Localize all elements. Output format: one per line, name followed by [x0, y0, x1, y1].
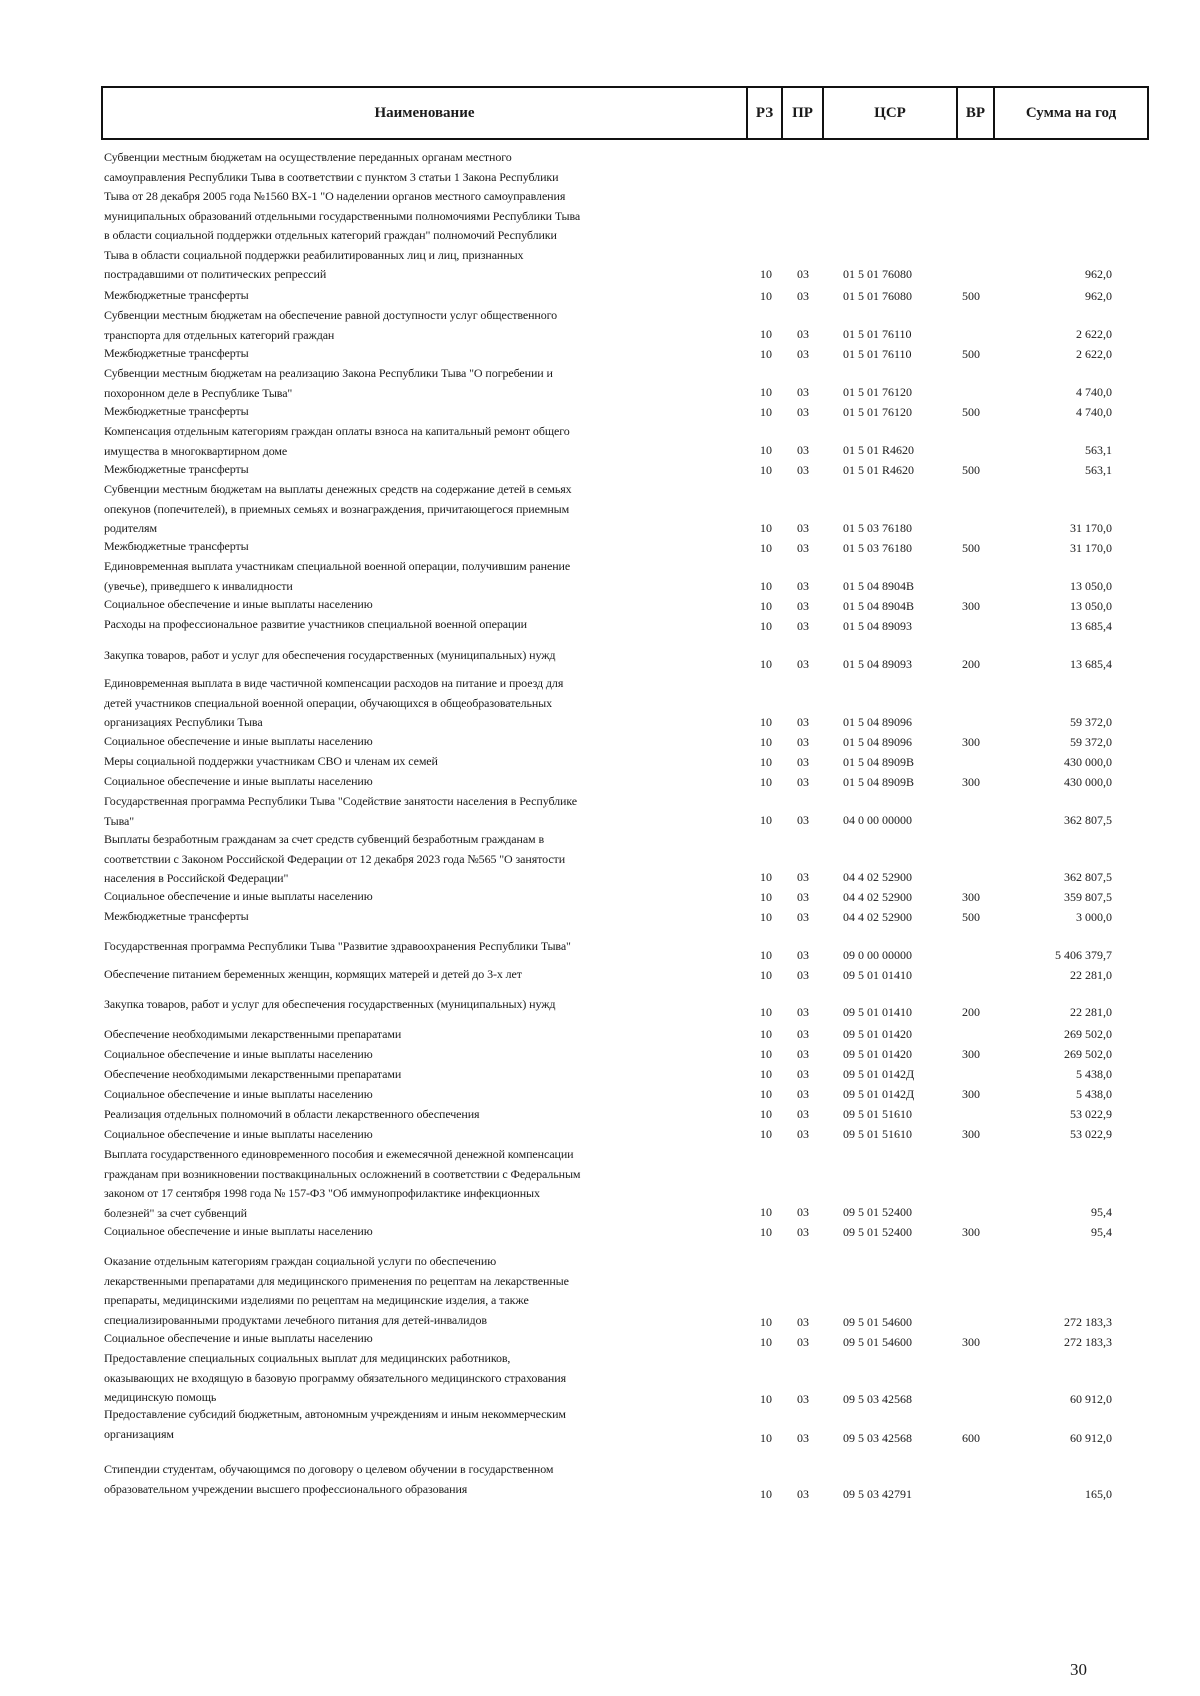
cell-pr: 03: [797, 289, 809, 303]
header-vr: ВР: [958, 88, 995, 138]
row-name: [104, 1085, 749, 1105]
row-name-line: Межбюджетные трансферты: [104, 539, 249, 553]
cell-pr: 03: [797, 1315, 809, 1329]
cell-pr: 03: [797, 579, 809, 593]
row-name: [104, 646, 749, 666]
cell-csr: 09 5 01 54600: [843, 1315, 912, 1329]
row-name-line: Выплаты безработным гражданам за счет средств субвенций безработным гражданам в: [104, 832, 545, 846]
cell-pr: 03: [797, 521, 809, 535]
cell-sum: 563,1: [1085, 463, 1112, 477]
row-name: [104, 402, 749, 422]
cell-vr: 500: [962, 405, 980, 419]
row-name-line: Реализация отдельных полномочий в области лекарственного обеспечения: [104, 1107, 480, 1121]
row-name: [104, 422, 749, 461]
cell-sum: 4 740,0: [1076, 385, 1112, 399]
cell-rz: 10: [760, 599, 772, 613]
row-name-line: специализированными продуктами лечебного питания для детей-инвалидов: [104, 1312, 487, 1327]
cell-pr: 03: [797, 1225, 809, 1239]
cell-vr: 500: [962, 541, 980, 555]
cell-sum: 31 170,0: [1070, 541, 1112, 555]
row-name-line: самоуправления Республики Тыва в соответствии с пунктом 3 статьи 1 Закона Республики: [104, 169, 559, 184]
row-name-line: Социальное обеспечение и иные выплаты населению: [104, 1047, 373, 1061]
cell-csr: 04 4 02 52900: [843, 870, 912, 884]
row-name: [104, 937, 749, 957]
row-name-line: Единовременная выплата участникам специальной военной операции, получившим ранение: [104, 559, 571, 573]
row-name: [104, 732, 749, 752]
cell-csr: 09 5 03 42568: [843, 1392, 912, 1406]
cell-sum: 430 000,0: [1064, 775, 1112, 789]
row-name-line: Межбюджетные трансферты: [104, 462, 249, 476]
cell-vr: 200: [962, 657, 980, 671]
cell-csr: 01 5 04 8904В: [843, 599, 915, 613]
cell-csr: 09 5 01 52400: [843, 1225, 912, 1239]
row-name: [104, 364, 749, 403]
cell-csr: 01 5 04 89096: [843, 735, 912, 749]
row-name: [104, 1329, 749, 1349]
cell-csr: 01 5 01 76120: [843, 385, 912, 399]
cell-sum: 5 438,0: [1076, 1067, 1112, 1081]
cell-sum: 13 050,0: [1070, 599, 1112, 613]
cell-pr: 03: [797, 948, 809, 962]
row-name-line: Стипендии студентам, обучающимся по договору о целевом обучении в государственном: [104, 1462, 554, 1476]
cell-pr: 03: [797, 541, 809, 555]
cell-csr: 01 5 03 76180: [843, 521, 912, 535]
row-name: [104, 306, 749, 345]
cell-sum: 269 502,0: [1064, 1027, 1112, 1041]
cell-rz: 10: [760, 890, 772, 904]
cell-sum: 359 807,5: [1064, 890, 1112, 904]
cell-csr: 01 5 04 89096: [843, 715, 912, 729]
cell-sum: 269 502,0: [1064, 1047, 1112, 1061]
row-name-line: Межбюджетные трансферты: [104, 346, 249, 360]
cell-rz: 10: [760, 910, 772, 924]
cell-vr: 600: [962, 1431, 980, 1445]
cell-rz: 10: [760, 267, 772, 281]
row-name-line: опекунов (попечителей), в приемных семьях и вознаграждения, причитающегося приемным: [104, 501, 570, 516]
cell-csr: 01 5 04 8909В: [843, 755, 915, 769]
header-sum: Сумма на год: [1025, 104, 1117, 121]
cell-sum: 22 281,0: [1070, 968, 1112, 982]
row-name-line: (увечье), приведшего к инвалидности: [104, 578, 293, 593]
row-name-line: Обеспечение необходимыми лекарственными препаратами: [104, 1067, 402, 1081]
cell-pr: 03: [797, 599, 809, 613]
cell-rz: 10: [760, 870, 772, 884]
row-name: [104, 752, 749, 772]
cell-rz: 10: [760, 1205, 772, 1219]
cell-csr: 01 5 01 76110: [843, 327, 912, 341]
cell-pr: 03: [797, 347, 809, 361]
cell-csr: 04 4 02 52900: [843, 910, 912, 924]
row-name-line: Предоставление специальных социальных выплат для медицинских работников,: [104, 1351, 511, 1365]
row-name: [104, 1105, 749, 1125]
row-name-line: Единовременная выплата в виде частичной компенсации расходов на питание и проезд для: [104, 676, 564, 690]
cell-csr: 09 5 01 0142Д: [843, 1067, 915, 1081]
row-name-line: Компенсация отдельным категориям граждан оплаты взноса на капитальный ремонт общего: [104, 424, 570, 438]
cell-csr: 01 5 04 89093: [843, 619, 912, 633]
cell-csr: 09 5 01 01410: [843, 1005, 912, 1019]
row-name: [104, 772, 749, 792]
row-name: [104, 830, 749, 889]
row-name: [104, 1125, 749, 1145]
cell-sum: 95,4: [1091, 1205, 1112, 1219]
cell-sum: 2 622,0: [1076, 327, 1112, 341]
row-name: [104, 995, 749, 1015]
row-name-line: Социальное обеспечение и иные выплаты населению: [104, 1087, 373, 1101]
cell-csr: 09 5 03 42791: [843, 1487, 912, 1501]
cell-csr: 01 5 01 R4620: [843, 443, 915, 457]
row-name: [104, 1252, 749, 1330]
page-number: 30: [1070, 1660, 1087, 1679]
row-name-line: Государственная программа Республики Тыва "Содействие занятости населения в Республике: [104, 794, 578, 808]
cell-rz: 10: [760, 1225, 772, 1239]
row-name: [104, 480, 749, 539]
cell-csr: 01 5 01 76080: [843, 289, 912, 303]
cell-sum: 5 406 379,7: [1055, 948, 1112, 962]
cell-vr: 200: [962, 1005, 980, 1019]
cell-pr: 03: [797, 715, 809, 729]
row-name-line: родителям: [104, 521, 157, 535]
cell-rz: 10: [760, 657, 772, 671]
cell-pr: 03: [797, 968, 809, 982]
cell-rz: 10: [760, 1005, 772, 1019]
cell-pr: 03: [797, 1127, 809, 1141]
cell-rz: 10: [760, 463, 772, 477]
row-name-line: Предоставление субсидий бюджетным, автономным учреждениям и иным некоммерческим: [104, 1407, 566, 1421]
cell-csr: 01 5 01 76120: [843, 405, 912, 419]
cell-rz: 10: [760, 775, 772, 789]
row-name-line: Социальное обеспечение и иные выплаты населению: [104, 774, 373, 788]
row-name: [104, 1460, 749, 1499]
cell-sum: 272 183,3: [1064, 1335, 1112, 1349]
cell-pr: 03: [797, 1431, 809, 1445]
row-name: [104, 1349, 749, 1408]
cell-vr: 300: [962, 1335, 980, 1349]
row-name: [104, 615, 749, 635]
row-name-line: в области социальной поддержки отдельных категорий граждан" полномочий Республики: [104, 228, 557, 242]
cell-csr: 04 0 00 00000: [843, 813, 912, 827]
cell-vr: 300: [962, 1127, 980, 1141]
cell-sum: 59 372,0: [1070, 715, 1112, 729]
cell-rz: 10: [760, 289, 772, 303]
cell-sum: 95,4: [1091, 1225, 1112, 1239]
row-name-line: Социальное обеспечение и иные выплаты населению: [104, 1224, 373, 1238]
row-name: [104, 1405, 749, 1444]
row-name-line: детей участников специальной военной операции, обучающихся в общеобразовательных: [104, 695, 553, 710]
cell-rz: 10: [760, 755, 772, 769]
row-name-line: Тыва от 28 декабря 2005 года №1560 ВХ-1 "О наделении органов местного самоуправления: [104, 189, 566, 203]
cell-rz: 10: [760, 579, 772, 593]
cell-sum: 362 807,5: [1064, 813, 1112, 827]
cell-rz: 10: [760, 1127, 772, 1141]
header-pr: ПР: [783, 88, 824, 138]
cell-csr: 09 5 01 51610: [843, 1107, 912, 1121]
row-name: [104, 344, 749, 364]
row-name-line: имущества в многоквартирном доме: [104, 443, 288, 458]
row-name-line: организациях Республики Тыва: [104, 715, 263, 729]
cell-csr: 09 5 01 52400: [843, 1205, 912, 1219]
cell-pr: 03: [797, 327, 809, 341]
row-name-line: Закупка товаров, работ и услуг для обеспечения государственных (муниципальных) нужд: [104, 997, 556, 1011]
row-name-line: Выплата государственного единовременного пособия и ежемесячной денежной компенсации: [104, 1147, 574, 1161]
cell-vr: 300: [962, 890, 980, 904]
cell-sum: 430 000,0: [1064, 755, 1112, 769]
row-name: [104, 1145, 749, 1223]
cell-sum: 3 000,0: [1076, 910, 1112, 924]
cell-pr: 03: [797, 813, 809, 827]
row-name-line: Социальное обеспечение и иные выплаты населению: [104, 734, 373, 748]
row-name-line: Субвенции местным бюджетам на обеспечение равной доступности услуг общественного: [104, 308, 558, 322]
cell-vr: 300: [962, 735, 980, 749]
row-name-line: Тыва": [104, 813, 135, 828]
row-name-line: Межбюджетные трансферты: [104, 404, 249, 418]
cell-pr: 03: [797, 870, 809, 884]
row-name: [104, 460, 749, 480]
cell-pr: 03: [797, 755, 809, 769]
row-name-line: Межбюджетные трансферты: [104, 288, 249, 302]
row-name: [104, 1045, 749, 1065]
cell-pr: 03: [797, 1005, 809, 1019]
cell-rz: 10: [760, 1087, 772, 1101]
cell-pr: 03: [797, 1392, 809, 1406]
cell-sum: 31 170,0: [1070, 521, 1112, 535]
row-name-line: медицинскую помощь: [104, 1390, 217, 1404]
cell-sum: 53 022,9: [1070, 1107, 1112, 1121]
cell-vr: 500: [962, 289, 980, 303]
cell-rz: 10: [760, 405, 772, 419]
cell-rz: 10: [760, 1047, 772, 1061]
cell-pr: 03: [797, 1047, 809, 1061]
cell-sum: 60 912,0: [1070, 1431, 1112, 1445]
cell-rz: 10: [760, 948, 772, 962]
cell-rz: 10: [760, 813, 772, 827]
cell-sum: 53 022,9: [1070, 1127, 1112, 1141]
row-name: [104, 557, 749, 596]
cell-pr: 03: [797, 443, 809, 457]
row-name: [104, 1065, 749, 1085]
row-name: [104, 595, 749, 615]
cell-csr: 09 5 01 51610: [843, 1127, 912, 1141]
row-name-line: образовательном учреждении высшего профессионального образования: [104, 1481, 468, 1496]
row-name: [104, 674, 749, 733]
row-name-line: Обеспечение питанием беременных женщин, кормящих матерей и детей до 3-х лет: [104, 967, 522, 981]
cell-csr: 01 5 04 8909В: [843, 775, 915, 789]
row-name-line: Субвенции местным бюджетам на осуществление переданных органам местного: [104, 150, 512, 164]
cell-vr: 300: [962, 1225, 980, 1239]
cell-csr: 09 5 01 54600: [843, 1335, 912, 1349]
row-name: [104, 286, 749, 306]
cell-rz: 10: [760, 1067, 772, 1081]
row-name-line: гражданам при возникновении поствакцинальных осложнений в соответствии с Федеральным: [104, 1166, 581, 1181]
cell-pr: 03: [797, 1087, 809, 1101]
cell-csr: 09 5 01 01410: [843, 968, 912, 982]
cell-rz: 10: [760, 327, 772, 341]
cell-sum: 59 372,0: [1070, 735, 1112, 749]
cell-pr: 03: [797, 1027, 809, 1041]
row-name-line: соответствии с Законом Российской Федерации от 12 декабря 2023 года №565 "О занятости: [104, 851, 566, 866]
cell-pr: 03: [797, 657, 809, 671]
cell-pr: 03: [797, 385, 809, 399]
row-name-line: Оказание отдельным категориям граждан социальной услуги по обеспечению: [104, 1254, 497, 1268]
cell-vr: 300: [962, 599, 980, 613]
cell-csr: 01 5 01 76080: [843, 267, 912, 281]
row-name-line: похоронном деле в Республике Тыва": [104, 385, 293, 400]
cell-rz: 10: [760, 541, 772, 555]
row-name: [104, 907, 749, 927]
cell-pr: 03: [797, 1335, 809, 1349]
row-name-line: Социальное обеспечение и иные выплаты населению: [104, 1127, 373, 1141]
cell-sum: 272 183,3: [1064, 1315, 1112, 1329]
cell-sum: 962,0: [1085, 267, 1112, 281]
row-name-line: Меры социальной поддержки участникам СВО и членам их семей: [104, 754, 438, 768]
row-name-line: муниципальных образований отдельными государственными полномочиями Республики Тыва: [104, 208, 581, 223]
cell-rz: 10: [760, 1027, 772, 1041]
cell-vr: 300: [962, 1047, 980, 1061]
cell-csr: 09 5 01 01420: [843, 1027, 912, 1041]
row-name: [104, 965, 749, 985]
row-name: [104, 148, 749, 285]
cell-csr: 09 0 00 00000: [843, 948, 912, 962]
cell-sum: 5 438,0: [1076, 1087, 1112, 1101]
row-name-line: Социальное обеспечение и иные выплаты населению: [104, 1331, 373, 1345]
cell-sum: 13 685,4: [1070, 657, 1112, 671]
cell-pr: 03: [797, 619, 809, 633]
cell-pr: 03: [797, 1205, 809, 1219]
cell-pr: 03: [797, 735, 809, 749]
row-name-line: Социальное обеспечение и иные выплаты населению: [104, 889, 373, 903]
cell-rz: 10: [760, 619, 772, 633]
cell-vr: 500: [962, 347, 980, 361]
row-name-line: Закупка товаров, работ и услуг для обеспечения государственных (муниципальных) нужд: [104, 648, 556, 662]
cell-rz: 10: [760, 1335, 772, 1349]
cell-rz: 10: [760, 735, 772, 749]
row-name-line: транспорта для отдельных категорий граждан: [104, 327, 335, 342]
cell-sum: 60 912,0: [1070, 1392, 1112, 1406]
row-name-line: Государственная программа Республики Тыва "Развитие здравоохранения Республики Тыва": [104, 939, 571, 953]
cell-pr: 03: [797, 1067, 809, 1081]
cell-csr: 09 5 03 42568: [843, 1431, 912, 1445]
cell-rz: 10: [760, 968, 772, 982]
row-name-line: Субвенции местным бюджетам на выплаты денежных средств на содержание детей в семьях: [104, 482, 572, 496]
row-name: [104, 1222, 749, 1242]
cell-pr: 03: [797, 405, 809, 419]
cell-rz: 10: [760, 347, 772, 361]
cell-pr: 03: [797, 267, 809, 281]
header-rz: РЗ: [748, 88, 783, 138]
cell-pr: 03: [797, 463, 809, 477]
cell-csr: 01 5 01 76110: [843, 347, 912, 361]
cell-rz: 10: [760, 1487, 772, 1501]
header-csr: ЦСР: [824, 88, 958, 138]
cell-csr: 09 5 01 01420: [843, 1047, 912, 1061]
row-name-line: болезней" за счет субвенций: [104, 1205, 247, 1220]
cell-sum: 2 622,0: [1076, 347, 1112, 361]
row-name: [104, 887, 749, 907]
row-name-line: населения в Российской Федерации": [104, 871, 289, 885]
cell-vr: 500: [962, 463, 980, 477]
cell-csr: 01 5 04 89093: [843, 657, 912, 671]
cell-sum: 4 740,0: [1076, 405, 1112, 419]
row-name: [104, 537, 749, 557]
row-name-line: Социальное обеспечение и иные выплаты населению: [104, 597, 373, 611]
cell-pr: 03: [797, 890, 809, 904]
cell-rz: 10: [760, 1431, 772, 1445]
cell-sum: 962,0: [1085, 289, 1112, 303]
row-name: [104, 792, 749, 831]
header-name: Наименование: [103, 88, 748, 138]
cell-vr: 500: [962, 910, 980, 924]
row-name-line: препараты, медицинскими изделиями по рецептам на медицинские изделия, а также: [104, 1293, 529, 1307]
row-name-line: Межбюджетные трансферты: [104, 909, 249, 923]
cell-sum: 165,0: [1085, 1487, 1112, 1501]
cell-pr: 03: [797, 1107, 809, 1121]
cell-sum: 563,1: [1085, 443, 1112, 457]
cell-sum: 13 050,0: [1070, 579, 1112, 593]
cell-vr: 300: [962, 775, 980, 789]
cell-sum: 362 807,5: [1064, 870, 1112, 884]
cell-csr: 09 5 01 0142Д: [843, 1087, 915, 1101]
cell-csr: 01 5 01 R4620: [843, 463, 915, 477]
cell-rz: 10: [760, 1107, 772, 1121]
row-name-line: Субвенции местным бюджетам на реализацию Закона Республики Тыва "О погребении и: [104, 366, 553, 380]
cell-rz: 10: [760, 1392, 772, 1406]
cell-pr: 03: [797, 775, 809, 789]
row-name-line: организациям: [104, 1426, 174, 1441]
row-name-line: лекарственными препаратами для медицинского применения по рецептам на лекарственные: [104, 1273, 569, 1288]
row-name-line: оказывающих не входящую в базовую программу обязательного медицинского страхования: [104, 1370, 566, 1385]
cell-vr: 300: [962, 1087, 980, 1101]
cell-rz: 10: [760, 715, 772, 729]
cell-sum: 22 281,0: [1070, 1005, 1112, 1019]
cell-csr: 01 5 03 76180: [843, 541, 912, 555]
cell-rz: 10: [760, 385, 772, 399]
row-name-line: пострадавшими от политических репрессий: [104, 267, 327, 281]
cell-csr: 01 5 04 8904В: [843, 579, 915, 593]
cell-pr: 03: [797, 1487, 809, 1501]
cell-sum: 13 685,4: [1070, 619, 1112, 633]
row-name: [104, 1025, 749, 1045]
row-name-line: Расходы на профессиональное развитие участников специальной военной операции: [104, 617, 527, 631]
row-name-line: законом от 17 сентября 1998 года № 157-ФЗ "Об иммунопрофилактике инфекционных: [104, 1186, 540, 1200]
row-name-line: Обеспечение необходимыми лекарственными препаратами: [104, 1027, 402, 1041]
cell-pr: 03: [797, 910, 809, 924]
cell-rz: 10: [760, 521, 772, 535]
cell-csr: 04 4 02 52900: [843, 890, 912, 904]
cell-rz: 10: [760, 443, 772, 457]
cell-rz: 10: [760, 1315, 772, 1329]
row-name-line: Тыва в области социальной поддержки реабилитированных лиц и лиц, признанных: [104, 247, 524, 262]
